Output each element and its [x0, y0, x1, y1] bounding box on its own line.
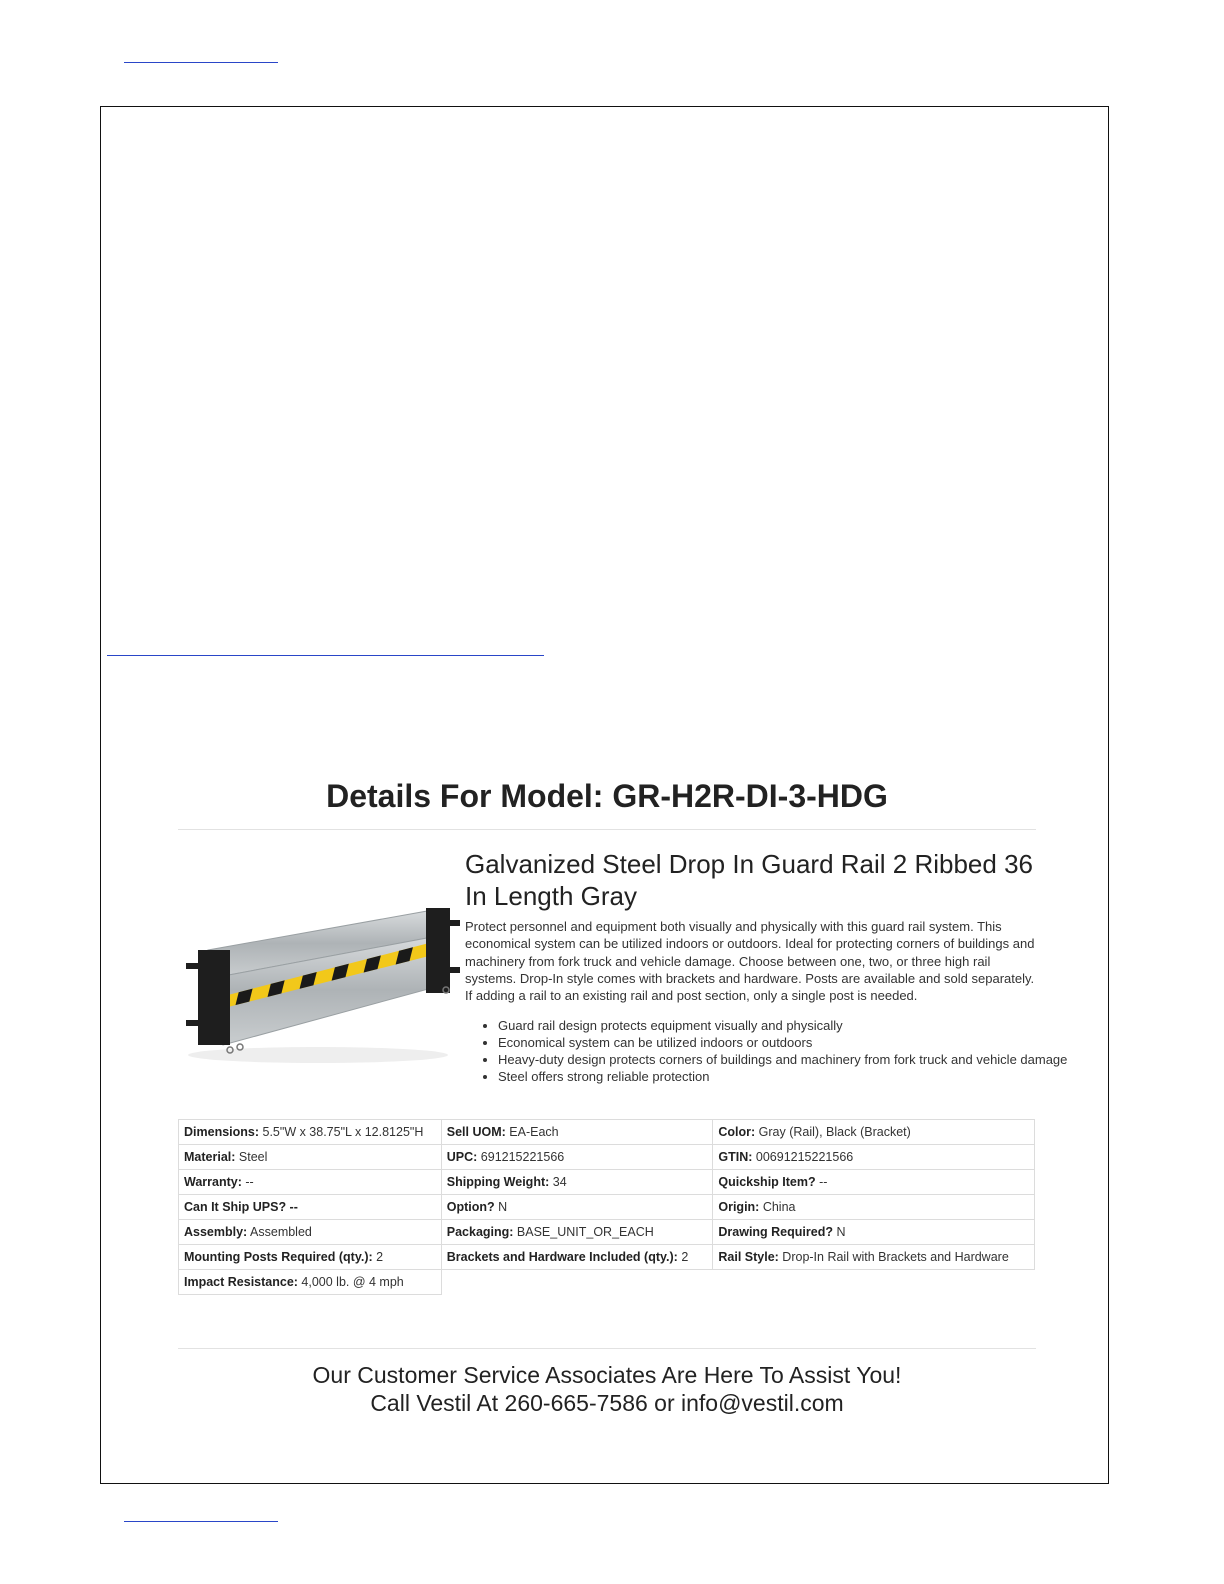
spec-brackets-hardware: Brackets and Hardware Included (qty.): 2	[441, 1245, 713, 1270]
spec-sell-uom: Sell UOM: EA-Each	[441, 1120, 713, 1145]
spec-mounting-posts: Mounting Posts Required (qty.): 2	[179, 1245, 442, 1270]
spec-shipping-weight: Shipping Weight: 34	[441, 1170, 713, 1195]
spec-packaging: Packaging: BASE_UNIT_OR_EACH	[441, 1220, 713, 1245]
product-description: Protect personnel and equipment both visually and physically with this guard rail system. This economical system can be utilized indoors or outdoors. Ideal for protecting corners of buildings and machinery from fork truck and vehicle damage. Choose between one, two, or three high rail systems. Drop-In style comes with brackets and hardware. Posts are available and sold separately. If adding a rail to an existing rail and post section, only a single post is needed.	[465, 919, 1035, 1004]
spec-warranty: Warranty: --	[179, 1170, 442, 1195]
spec-drawing-required: Drawing Required? N	[713, 1220, 1035, 1245]
feature-item: • Guard rail design protects equipment visually and physically	[498, 1017, 1068, 1034]
spec-rail-style: Rail Style: Drop-In Rail with Brackets and Hardware	[713, 1245, 1035, 1270]
spec-ship-ups: Can It Ship UPS? --	[179, 1195, 442, 1220]
product-title: Galvanized Steel Drop In Guard Rail 2 Ribbed 36 In Length Gray	[465, 849, 1033, 911]
spec-row	[179, 1195, 1035, 1220]
footer-contact-text: Call Vestil At 260-665-7586 or info@vestil.com	[370, 1390, 844, 1416]
feature-item: • Economical system can be utilized indoors or outdoors	[498, 1034, 1068, 1051]
spec-row	[179, 1120, 1035, 1145]
spec-row	[179, 1270, 1035, 1295]
spec-row	[179, 1245, 1035, 1270]
feature-item: • Heavy-duty design protects corners of buildings and machinery from fork truck and vehicle damage	[498, 1051, 1068, 1068]
top-link-underline[interactable]	[124, 62, 278, 63]
spec-table	[178, 1119, 1035, 1295]
spec-quickship: Quickship Item? --	[713, 1170, 1035, 1195]
divider-bottom	[178, 1348, 1036, 1349]
spec-gtin: GTIN: 00691215221566	[713, 1145, 1035, 1170]
spec-material: Material: Steel	[179, 1145, 442, 1170]
divider-top	[178, 829, 1036, 830]
spec-option: Option? N	[441, 1195, 713, 1220]
spec-dimensions: Dimensions: 5.5"W x 38.75"L x 12.8125"H	[179, 1120, 442, 1145]
spec-upc: UPC: 691215221566	[441, 1145, 713, 1170]
spec-origin: Origin: China	[713, 1195, 1035, 1220]
product-image	[178, 895, 463, 1070]
bracket-right	[426, 908, 450, 993]
model-heading: Details For Model: GR-H2R-DI-3-HDG	[326, 778, 888, 814]
mid-link-underline[interactable]	[107, 655, 544, 656]
feature-list	[465, 1017, 1068, 1085]
bracket-left	[198, 950, 230, 1045]
spec-row	[179, 1170, 1035, 1195]
feature-item: • Steel offers strong reliable protection	[498, 1068, 1068, 1085]
bottom-link-underline[interactable]	[124, 1521, 278, 1522]
spec-color: Color: Gray (Rail), Black (Bracket)	[713, 1120, 1035, 1145]
footer-assist-text: Our Customer Service Associates Are Here To Assist You!	[312, 1362, 902, 1388]
spec-assembly: Assembly: Assembled	[179, 1220, 442, 1245]
spec-row	[179, 1145, 1035, 1170]
spec-impact-resistance: Impact Resistance: 4,000 lb. @ 4 mph	[179, 1270, 442, 1295]
spec-row	[179, 1220, 1035, 1245]
